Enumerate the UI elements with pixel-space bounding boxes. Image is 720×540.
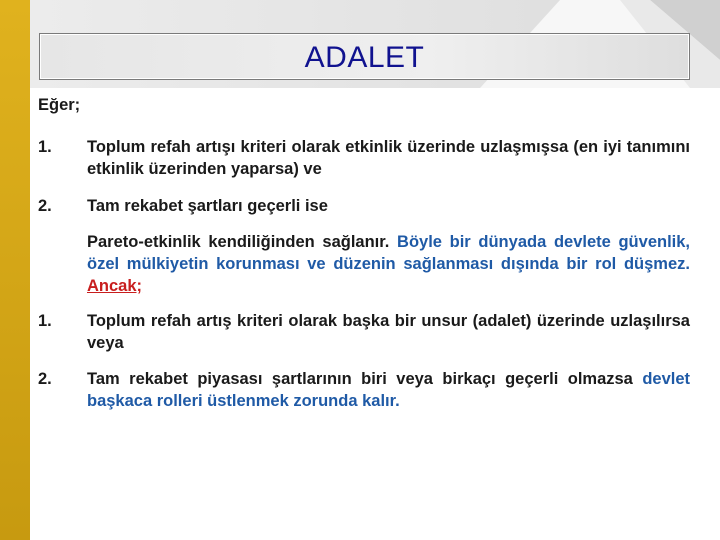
lead-text: Eğer; [38, 96, 81, 114]
paragraph-part: Pareto-etkinlik kendiliğinden sağlanır. [87, 233, 398, 251]
list-text-part: Tam rekabet piyasası şartlarının biri veya birkaçı geçerli olmazsa [87, 370, 643, 388]
paragraph-highlight: Böyle bir dünyada [397, 233, 554, 251]
slide-title: ADALET [304, 40, 425, 74]
list-text [87, 368, 690, 412]
list-number: 2. [38, 197, 52, 215]
middle-paragraph [87, 231, 690, 297]
list-text: Toplum refah artışı kriteri olarak etkinlik üzerinde uzlaşmışsa (en iyi tanımını etkinlik üzerinden yaparsa) ve [87, 138, 690, 178]
list-text: Tam rekabet şartları geçerli ise [87, 197, 328, 215]
list-number: 1. [38, 312, 52, 330]
title-box [39, 33, 690, 80]
list-number: 2. [38, 370, 52, 388]
list-text-highlight: devlet başkaca rolleri üstlenmek zorunda kalır. [87, 370, 690, 410]
list-text: Toplum refah artış kriteri olarak başka bir unsur (adalet) üzerinde uzlaşılırsa veya [87, 312, 690, 352]
paragraph-highlight: devlete güvenlik, özel mülkiyetin korunması ve düzenin sağlanması dışında bir rol düşmez. [87, 233, 690, 273]
left-accent-bar [0, 0, 30, 540]
list-number: 1. [38, 138, 52, 156]
paragraph-emphasis: Ancak; [87, 277, 143, 295]
